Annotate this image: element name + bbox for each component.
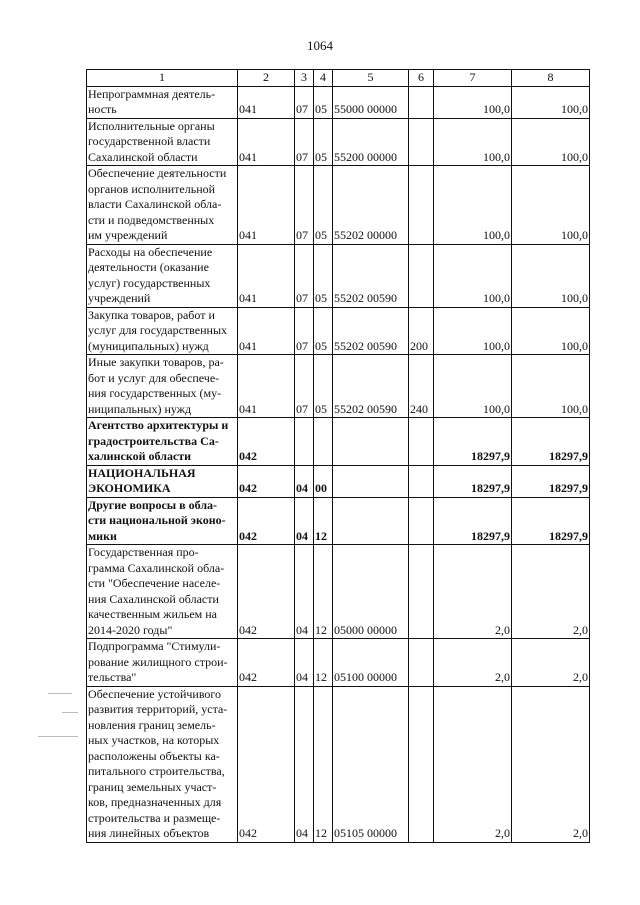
row-name: Другие вопросы в обла- сти национальной эконо- мики bbox=[87, 497, 238, 545]
table-row bbox=[87, 166, 590, 245]
target-code: 55202 00000 bbox=[333, 166, 409, 245]
column-header: 7 bbox=[434, 70, 512, 87]
table-row bbox=[87, 686, 590, 842]
subsection-code: 05 bbox=[314, 86, 333, 118]
sum-year-2: 18297,9 bbox=[512, 418, 590, 466]
sum-year-1: 2,0 bbox=[434, 545, 512, 639]
ministry-code: 041 bbox=[238, 355, 295, 418]
subsection-code: 05 bbox=[314, 166, 333, 245]
row-name: Непрограммная деятель- ность bbox=[87, 86, 238, 118]
expense-type-code: 240 bbox=[409, 355, 434, 418]
scan-artifact bbox=[38, 736, 78, 737]
target-code: 55202 00590 bbox=[333, 355, 409, 418]
expense-type-code bbox=[409, 166, 434, 245]
sum-year-1: 100,0 bbox=[434, 307, 512, 355]
target-code: 05100 00000 bbox=[333, 639, 409, 687]
subsection-code: 05 bbox=[314, 355, 333, 418]
page-number: 1064 bbox=[307, 38, 333, 53]
sum-year-1: 100,0 bbox=[434, 86, 512, 118]
scan-artifact bbox=[48, 693, 72, 694]
table-row bbox=[87, 497, 590, 545]
column-header: 3 bbox=[295, 70, 314, 87]
sum-year-1: 100,0 bbox=[434, 355, 512, 418]
row-name: Обеспечение устойчивого развития территорий, уста- новления границ земель- ных участков, на которых расположены объекты ка- питального строительства, границ земельных участ- ков, предназначенных для строительства и размеще- ния линейных объектов bbox=[87, 686, 238, 842]
expense-type-code bbox=[409, 686, 434, 842]
subsection-code: 05 bbox=[314, 307, 333, 355]
sum-year-1: 18297,9 bbox=[434, 418, 512, 466]
ministry-code: 041 bbox=[238, 86, 295, 118]
header-row bbox=[87, 70, 590, 87]
sum-year-2: 2,0 bbox=[512, 686, 590, 842]
sum-year-2: 100,0 bbox=[512, 307, 590, 355]
table-row bbox=[87, 86, 590, 118]
sum-year-1: 100,0 bbox=[434, 244, 512, 307]
section-code: 07 bbox=[295, 244, 314, 307]
row-name: Расходы на обеспечение деятельности (оказание услуг) государственных учреждений bbox=[87, 244, 238, 307]
subsection-code: 12 bbox=[314, 686, 333, 842]
expense-type-code: 200 bbox=[409, 307, 434, 355]
expense-type-code bbox=[409, 418, 434, 466]
table-row bbox=[87, 118, 590, 166]
sum-year-1: 100,0 bbox=[434, 166, 512, 245]
subsection-code: 05 bbox=[314, 244, 333, 307]
section-code: 07 bbox=[295, 166, 314, 245]
target-code: 05000 00000 bbox=[333, 545, 409, 639]
sum-year-1: 2,0 bbox=[434, 686, 512, 842]
row-name: Иные закупки товаров, ра- бот и услуг для обеспече- ния государственных (му- ниципальных) нужд bbox=[87, 355, 238, 418]
column-header: 4 bbox=[314, 70, 333, 87]
table-row bbox=[87, 465, 590, 497]
sum-year-2: 100,0 bbox=[512, 355, 590, 418]
expense-type-code bbox=[409, 497, 434, 545]
subsection-code: 12 bbox=[314, 639, 333, 687]
target-code: 55200 00000 bbox=[333, 118, 409, 166]
target-code bbox=[333, 497, 409, 545]
ministry-code: 041 bbox=[238, 244, 295, 307]
target-code bbox=[333, 418, 409, 466]
section-code bbox=[295, 418, 314, 466]
expense-type-code bbox=[409, 118, 434, 166]
table-row bbox=[87, 244, 590, 307]
column-header: 8 bbox=[512, 70, 590, 87]
ministry-code: 042 bbox=[238, 686, 295, 842]
sum-year-2: 18297,9 bbox=[512, 465, 590, 497]
target-code: 05105 00000 bbox=[333, 686, 409, 842]
column-header: 5 bbox=[333, 70, 409, 87]
table-row bbox=[87, 307, 590, 355]
column-header: 1 bbox=[87, 70, 238, 87]
row-name: НАЦИОНАЛЬНАЯ ЭКОНОМИКА bbox=[87, 465, 238, 497]
table-row bbox=[87, 639, 590, 687]
ministry-code: 041 bbox=[238, 166, 295, 245]
row-name: Государственная про- грамма Сахалинской обла- сти "Обеспечение населе- ния Сахалинской области качественным жильем на 2014-2020 годы" bbox=[87, 545, 238, 639]
scan-artifact bbox=[62, 712, 78, 713]
section-code: 04 bbox=[295, 497, 314, 545]
sum-year-2: 2,0 bbox=[512, 639, 590, 687]
expense-type-code bbox=[409, 86, 434, 118]
expense-type-code bbox=[409, 465, 434, 497]
row-name: Закупка товаров, работ и услуг для государственных (муниципальных) нужд bbox=[87, 307, 238, 355]
table-row bbox=[87, 355, 590, 418]
sum-year-1: 100,0 bbox=[434, 118, 512, 166]
sum-year-2: 100,0 bbox=[512, 166, 590, 245]
ministry-code: 041 bbox=[238, 307, 295, 355]
table-row bbox=[87, 545, 590, 639]
section-code: 04 bbox=[295, 686, 314, 842]
column-header: 2 bbox=[238, 70, 295, 87]
section-code: 07 bbox=[295, 118, 314, 166]
section-code: 04 bbox=[295, 465, 314, 497]
section-code: 04 bbox=[295, 639, 314, 687]
section-code: 07 bbox=[295, 355, 314, 418]
ministry-code: 042 bbox=[238, 465, 295, 497]
row-name: Подпрограмма "Стимули- рование жилищного строи- тельства" bbox=[87, 639, 238, 687]
sum-year-2: 2,0 bbox=[512, 545, 590, 639]
section-code: 04 bbox=[295, 545, 314, 639]
sum-year-1: 2,0 bbox=[434, 639, 512, 687]
expense-type-code bbox=[409, 545, 434, 639]
target-code: 55000 00000 bbox=[333, 86, 409, 118]
ministry-code: 042 bbox=[238, 545, 295, 639]
sum-year-2: 100,0 bbox=[512, 118, 590, 166]
target-code bbox=[333, 465, 409, 497]
column-header: 6 bbox=[409, 70, 434, 87]
subsection-code bbox=[314, 418, 333, 466]
expense-type-code bbox=[409, 244, 434, 307]
expense-type-code bbox=[409, 639, 434, 687]
sum-year-2: 100,0 bbox=[512, 86, 590, 118]
subsection-code: 05 bbox=[314, 118, 333, 166]
table-row bbox=[87, 418, 590, 466]
target-code: 55202 00590 bbox=[333, 244, 409, 307]
ministry-code: 042 bbox=[238, 418, 295, 466]
subsection-code: 12 bbox=[314, 497, 333, 545]
sum-year-2: 18297,9 bbox=[512, 497, 590, 545]
row-name: Агентство архитектуры и градостроительства Са- халинской области bbox=[87, 418, 238, 466]
sum-year-1: 18297,9 bbox=[434, 497, 512, 545]
ministry-code: 042 bbox=[238, 639, 295, 687]
budget-table bbox=[86, 69, 590, 843]
row-name: Исполнительные органы государственной власти Сахалинской области bbox=[87, 118, 238, 166]
sum-year-1: 18297,9 bbox=[434, 465, 512, 497]
section-code: 07 bbox=[295, 86, 314, 118]
ministry-code: 042 bbox=[238, 497, 295, 545]
section-code: 07 bbox=[295, 307, 314, 355]
subsection-code: 12 bbox=[314, 545, 333, 639]
subsection-code: 00 bbox=[314, 465, 333, 497]
row-name: Обеспечение деятельности органов исполнительной власти Сахалинской обла- сти и подведомственных им учреждений bbox=[87, 166, 238, 245]
ministry-code: 041 bbox=[238, 118, 295, 166]
target-code: 55202 00590 bbox=[333, 307, 409, 355]
sum-year-2: 100,0 bbox=[512, 244, 590, 307]
